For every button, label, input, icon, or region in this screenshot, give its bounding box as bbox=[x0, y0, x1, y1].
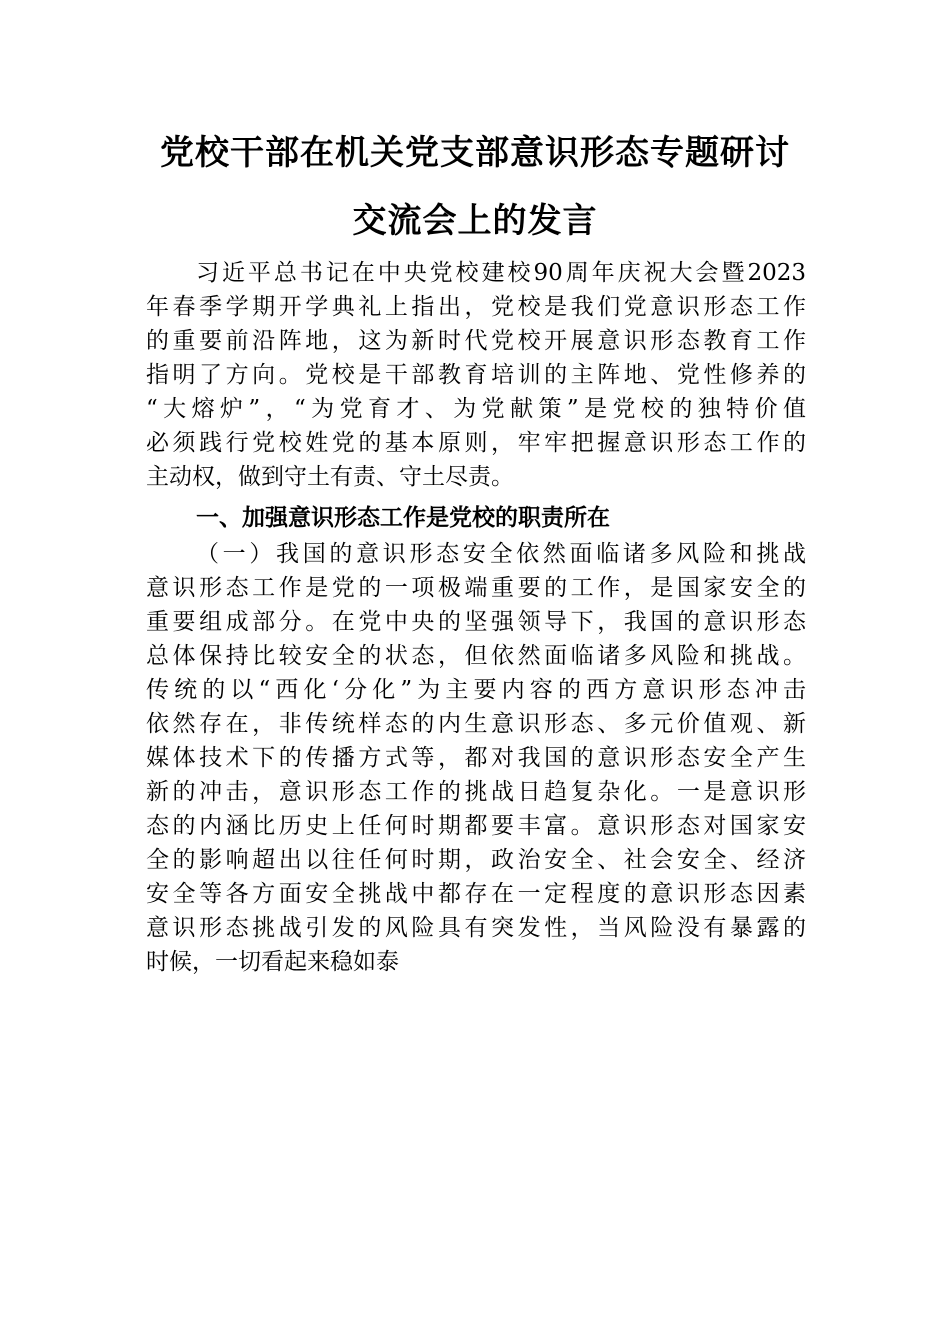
body-paragraph-line: 意识形态工作是党的一项极端重要的工作，是国家安全的 bbox=[146, 575, 806, 601]
body-paragraph-line: 新的冲击，意识形态工作的挑战日趋复杂化。一是意识形 bbox=[146, 779, 806, 805]
subsection-heading: （一）我国的意识形态安全依然面临诸多风险和挑战 bbox=[196, 541, 806, 567]
body-paragraph-line: 总体保持比较安全的状态，但依然面临诸多风险和挑战。 bbox=[146, 643, 806, 669]
intro-paragraph-line: “大熔炉”，“为党育才、为党献策”是党校的独特价值 bbox=[146, 396, 806, 422]
section-heading: 一、加强意识形态工作是党校的职责所在 bbox=[196, 505, 610, 531]
intro-paragraph-line: 指明了方向。党校是干部教育培训的主阵地、党性修养的 bbox=[146, 362, 806, 388]
body-paragraph-line: 安全等各方面安全挑战中都存在一定程度的意识形态因素 bbox=[146, 881, 806, 907]
body-paragraph-line: 依然存在，非传统样态的内生意识形态、多元价值观、新 bbox=[146, 711, 806, 737]
body-paragraph-line: 重要组成部分。在党中央的坚强领导下，我国的意识形态 bbox=[146, 609, 806, 635]
body-paragraph-line: 媒体技术下的传播方式等，都对我国的意识形态安全产生 bbox=[146, 745, 806, 771]
intro-paragraph-line: 主动权，做到守土有责、守土尽责。 bbox=[146, 464, 514, 490]
body-paragraph-line: 传统的以“西化‘分化”为主要内容的西方意识形态冲击 bbox=[146, 677, 806, 703]
body-paragraph-line: 意识形态挑战引发的风险具有突发性，当风险没有暴露的 bbox=[146, 915, 806, 941]
document-title-line-1: 党校干部在机关党支部意识形态专题研讨 bbox=[160, 133, 790, 173]
document-title-line-2: 交流会上的发言 bbox=[352, 201, 598, 241]
body-paragraph-line: 态的内涵比历史上任何时期都要丰富。意识形态对国家安 bbox=[146, 813, 806, 839]
intro-paragraph-line: 必须践行党校姓党的基本原则，牢牢把握意识形态工作的 bbox=[146, 430, 806, 456]
body-paragraph-line: 全的影响超出以往任何时期，政治安全、社会安全、经济 bbox=[146, 847, 806, 873]
intro-paragraph-line: 年春季学期开学典礼上指出，党校是我们党意识形态工作 bbox=[146, 294, 806, 320]
body-paragraph-line: 时候，一切看起来稳如泰 bbox=[146, 949, 399, 975]
intro-paragraph-line: 的重要前沿阵地，这为新时代党校开展意识形态教育工作 bbox=[146, 328, 806, 354]
intro-paragraph-line: 习近平总书记在中央党校建校90周年庆祝大会暨2023 bbox=[196, 260, 806, 286]
